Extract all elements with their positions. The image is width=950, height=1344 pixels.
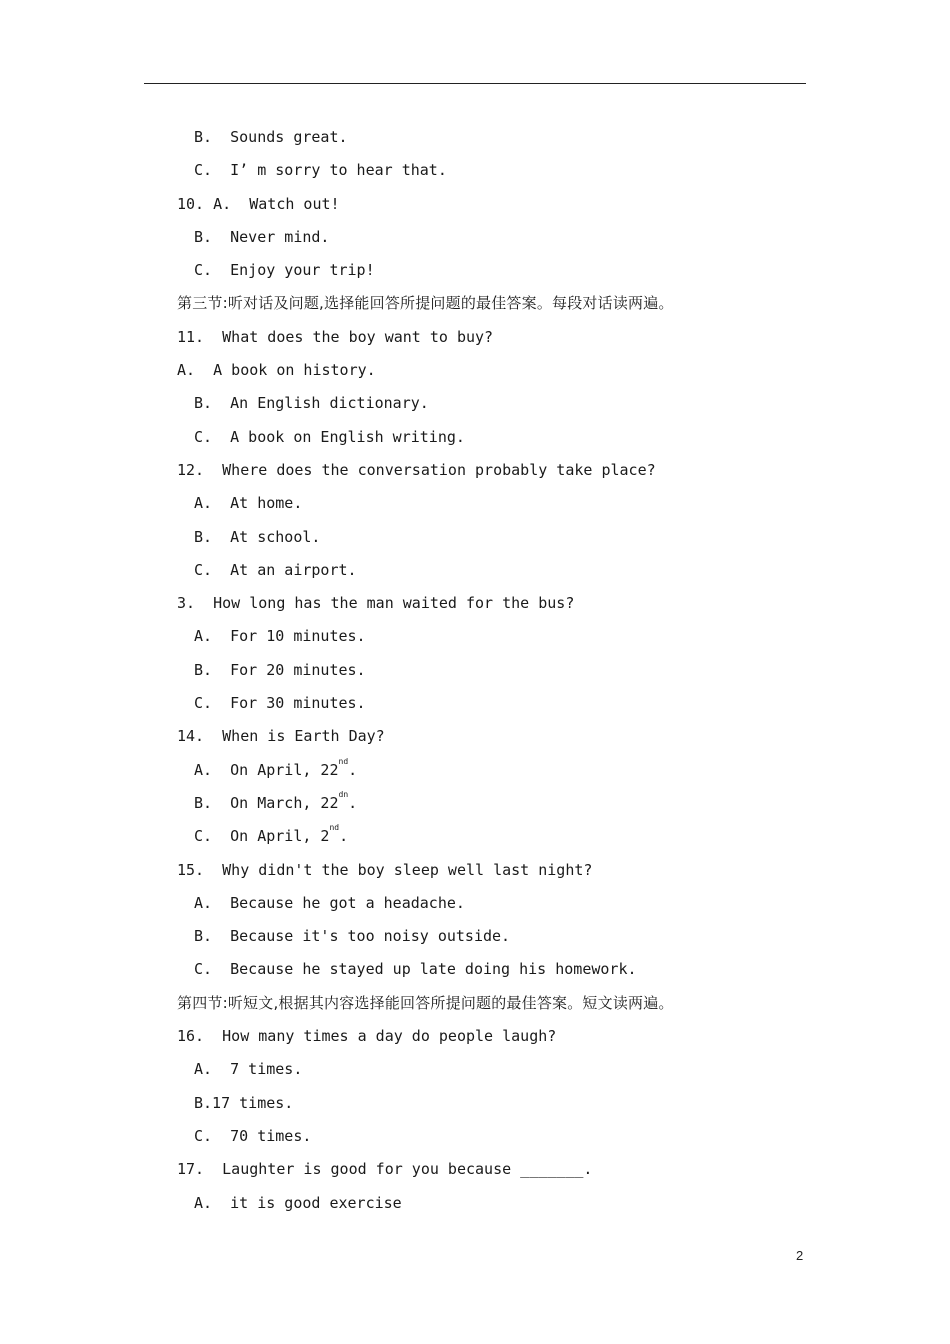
line-text: A. For 10 minutes. — [194, 627, 366, 646]
line-text: C. On April, 2 — [194, 827, 330, 846]
line-text: 17. Laughter is good for you because _______. — [177, 1160, 593, 1179]
line-text: C. A book on English writing. — [194, 427, 465, 446]
line-text: 15. Why didn't the boy sleep well last night? — [177, 860, 593, 879]
line-text: B. Never mind. — [194, 227, 330, 246]
option-line — [0, 659, 950, 692]
option-line — [0, 692, 950, 725]
option-line — [0, 1058, 950, 1091]
ordinal-suffix: nd — [329, 823, 340, 833]
line-text: B.17 times. — [194, 1093, 294, 1112]
question-line — [0, 1158, 950, 1191]
line-text: C. Because he stayed up late doing his homework. — [194, 960, 637, 979]
question-line — [0, 725, 950, 758]
line-text-after: . — [339, 827, 349, 846]
option-line — [0, 559, 950, 592]
option-line — [0, 426, 950, 459]
line-text-after: . — [348, 793, 358, 812]
document-body — [0, 126, 950, 1225]
option-line — [0, 756, 950, 792]
option-line — [0, 1125, 950, 1158]
line-text: B. An English dictionary. — [194, 394, 429, 413]
line-text: A. At home. — [194, 494, 303, 513]
line-text: 3. How long has the man waited for the bus? — [177, 594, 575, 613]
line-text: A. 7 times. — [194, 1060, 303, 1079]
line-text: C. I’ m sorry to hear that. — [194, 161, 447, 180]
section-heading — [0, 292, 950, 325]
question-line — [0, 193, 950, 226]
question-line — [0, 1025, 950, 1058]
option-line — [0, 392, 950, 425]
option-line — [0, 1192, 950, 1225]
option-line — [0, 259, 950, 292]
line-text: 第四节:听短文,根据其内容选择能回答所提问题的最佳答案。短文读两遍。 — [177, 993, 674, 1012]
option-line — [0, 625, 950, 658]
line-text: B. On March, 22 — [194, 793, 339, 812]
line-text: C. At an airport. — [194, 560, 357, 579]
question-line — [0, 592, 950, 625]
ordinal-suffix: dn — [338, 789, 349, 799]
line-text: C. 70 times. — [194, 1126, 312, 1145]
line-text: 14. When is Earth Day? — [177, 727, 385, 746]
line-text: 第三节:听对话及问题,选择能回答所提问题的最佳答案。每段对话读两遍。 — [177, 294, 674, 313]
line-text: 16. How many times a day do people laugh? — [177, 1027, 557, 1046]
question-line — [0, 859, 950, 892]
option-line — [0, 892, 950, 925]
line-text: 12. Where does the conversation probably take place? — [177, 460, 656, 479]
line-text: A. On April, 22 — [194, 760, 339, 779]
section-heading — [0, 992, 950, 1025]
question-line — [0, 359, 950, 392]
page-number: 2 — [796, 1248, 804, 1263]
option-line — [0, 526, 950, 559]
ordinal-suffix: nd — [338, 756, 349, 766]
option-line — [0, 159, 950, 192]
line-text: B. Sounds great. — [194, 128, 348, 146]
option-line — [0, 789, 950, 825]
header-rule — [144, 83, 806, 84]
line-text: C. Enjoy your trip! — [194, 261, 375, 280]
line-text: B. For 20 minutes. — [194, 660, 366, 679]
line-text: B. Because it's too noisy outside. — [194, 927, 511, 946]
line-text: C. For 30 minutes. — [194, 694, 366, 713]
line-text: 10. A. Watch out! — [177, 194, 340, 213]
line-text: A. A book on history. — [177, 361, 376, 380]
option-line — [0, 126, 950, 159]
line-text: B. At school. — [194, 527, 321, 546]
option-line — [0, 226, 950, 259]
option-line — [0, 825, 950, 858]
line-text: 11. What does the boy want to buy? — [177, 327, 494, 346]
option-line — [0, 958, 950, 991]
line-text: A. it is good exercise — [194, 1193, 402, 1212]
question-line — [0, 326, 950, 359]
question-line — [0, 459, 950, 492]
option-line — [0, 492, 950, 525]
option-line — [0, 925, 950, 958]
option-line — [0, 1092, 950, 1125]
line-text: A. Because he got a headache. — [194, 893, 465, 912]
line-text-after: . — [348, 760, 358, 779]
